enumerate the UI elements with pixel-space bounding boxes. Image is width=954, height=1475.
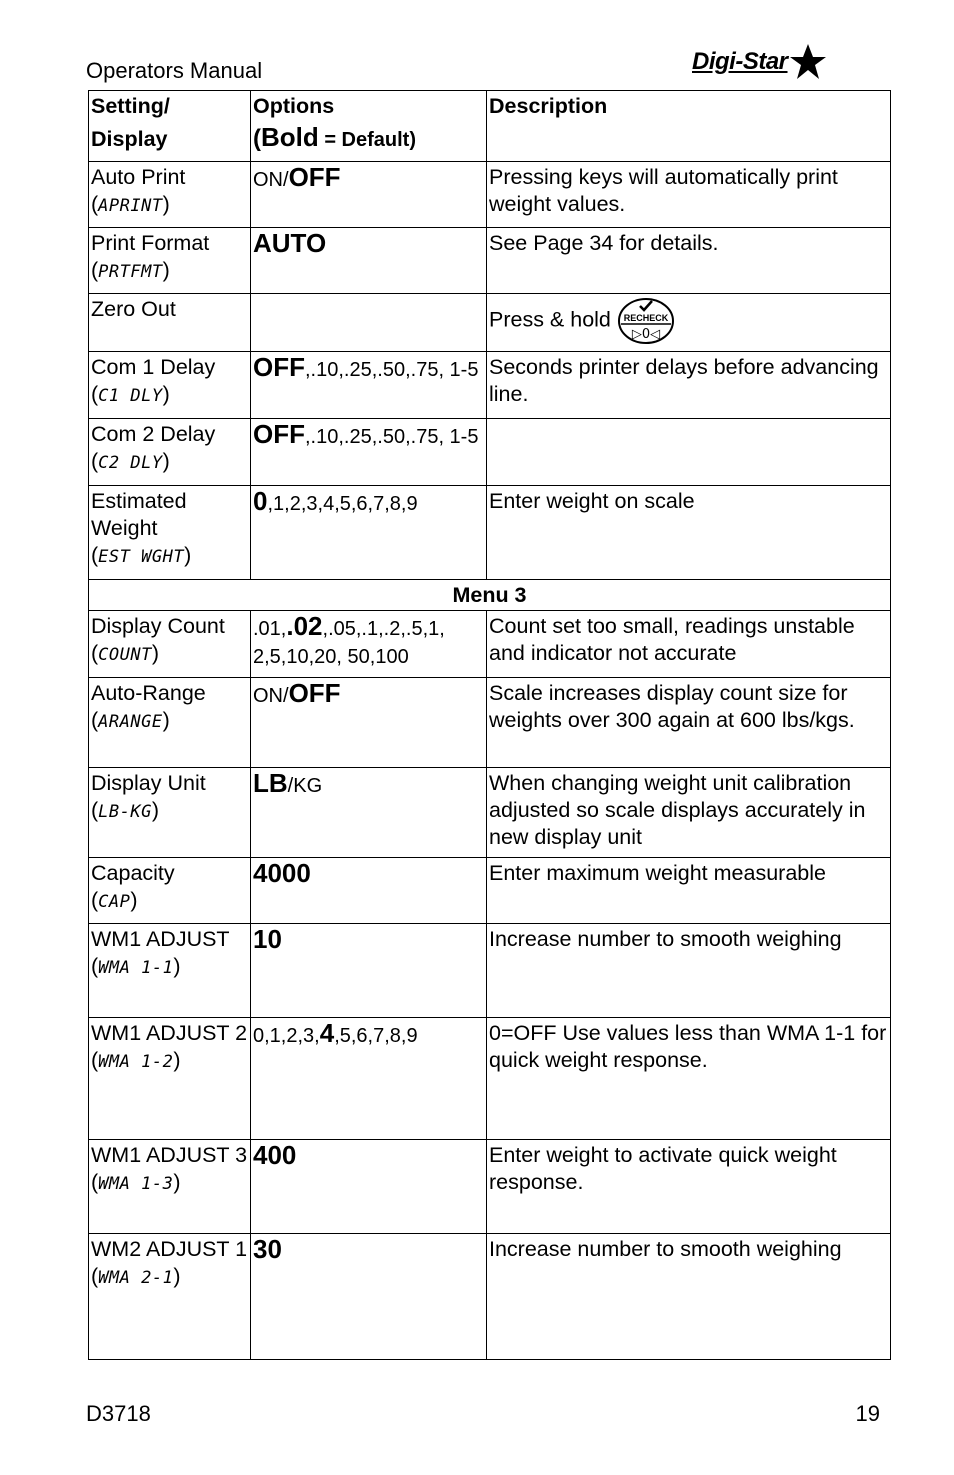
bold-word: Bold bbox=[261, 122, 319, 152]
description-cell bbox=[487, 352, 891, 419]
setting-name: WM1 ADJUST 2 bbox=[91, 1021, 248, 1045]
settings-table bbox=[88, 90, 891, 1360]
option-default: 4 bbox=[319, 1018, 335, 1048]
setting-name: WM1 ADJUST bbox=[91, 927, 230, 951]
setting-cell bbox=[89, 768, 251, 858]
menu-label: Menu 3 bbox=[89, 580, 891, 611]
options-cell bbox=[251, 924, 487, 1018]
description-cell bbox=[487, 228, 891, 294]
description-text: When changing weight unit calibration adjusted so scale displays accurately in new display unit bbox=[489, 771, 866, 849]
recheck-key-icon bbox=[617, 297, 675, 345]
option-default: OFF bbox=[253, 352, 305, 382]
table-row bbox=[89, 768, 891, 858]
table-row bbox=[89, 924, 891, 1018]
description-text: Pressing keys will automatically print weight values. bbox=[489, 165, 838, 216]
options-cell bbox=[251, 352, 487, 419]
setting-cell bbox=[89, 486, 251, 580]
description-text: Enter weight on scale bbox=[489, 489, 695, 513]
option-suffix: ,.10,.25,.50,.75, 1-5 bbox=[305, 359, 479, 381]
description-cell bbox=[487, 768, 891, 858]
display-code: WMA 2-1 bbox=[98, 1268, 174, 1288]
setting-name: WM1 ADJUST 3 bbox=[91, 1143, 248, 1167]
display-code-line: (WMA 2-1) bbox=[91, 1264, 181, 1288]
table-row bbox=[89, 228, 891, 294]
setting-name: Com 2 Delay bbox=[91, 422, 216, 446]
display-code-line: (PRTFMT) bbox=[91, 258, 170, 282]
display-code-line: (WMA 1-2) bbox=[91, 1048, 181, 1072]
setting-cell bbox=[89, 419, 251, 486]
option-prefix: 0,1,2,3, bbox=[253, 1025, 320, 1047]
description-text: Scale increases display count size for weights over 300 again at 600 lbs/kgs. bbox=[489, 681, 855, 732]
menu-row bbox=[89, 580, 891, 611]
options-cell bbox=[251, 228, 487, 294]
option-default: OFF bbox=[288, 678, 341, 708]
digi-star-logo bbox=[692, 40, 826, 84]
description-text: 0=OFF Use values less than WMA 1-1 for quick weight response. bbox=[489, 1021, 887, 1072]
options-cell bbox=[251, 1018, 487, 1140]
option-default: .02 bbox=[286, 611, 323, 641]
description-text: Seconds printer delays before advancing line. bbox=[489, 355, 879, 406]
setting-cell bbox=[89, 1140, 251, 1234]
option-default: 30 bbox=[253, 1234, 282, 1264]
description-cell bbox=[487, 858, 891, 924]
setting-name: Display Unit bbox=[91, 771, 206, 795]
setting-name: Auto-Range bbox=[91, 681, 206, 705]
option-default: 10 bbox=[253, 924, 282, 954]
option-default: LB bbox=[253, 768, 288, 798]
display-code-line: (C2 DLY) bbox=[91, 449, 170, 473]
options-cell bbox=[251, 678, 487, 768]
display-code: CAP bbox=[98, 892, 131, 912]
manual-title: Operators Manual bbox=[86, 58, 263, 83]
option-suffix: ,1,2,3,4,5,6,7,8,9 bbox=[267, 493, 418, 515]
default-text: = Default) bbox=[318, 129, 417, 151]
setting-cell bbox=[89, 1234, 251, 1360]
options-cell bbox=[251, 1234, 487, 1360]
option-prefix: .01, bbox=[253, 618, 287, 640]
header-setting bbox=[89, 91, 251, 162]
logo-text: Digi-Star bbox=[692, 48, 788, 75]
setting-name: Estimated Weight bbox=[91, 489, 187, 540]
option-prefix: ON/ bbox=[253, 169, 289, 191]
setting-name: Com 1 Delay bbox=[91, 355, 216, 379]
setting-name: Capacity bbox=[91, 861, 175, 885]
table-row bbox=[89, 678, 891, 768]
table-row bbox=[89, 1234, 891, 1360]
star-icon bbox=[786, 43, 826, 81]
display-code: ARANGE bbox=[98, 712, 163, 732]
options-cell bbox=[251, 162, 487, 228]
table-row bbox=[89, 294, 891, 352]
display-code: WMA 1-3 bbox=[98, 1174, 174, 1194]
table-row bbox=[89, 352, 891, 419]
description-text: Count set too small, readings unstable and indicator not accurate bbox=[489, 614, 855, 665]
display-code-line: (WMA 1-3) bbox=[91, 1170, 181, 1194]
option-suffix: ,.10,.25,.50,.75, 1-5 bbox=[305, 426, 479, 448]
table-row bbox=[89, 858, 891, 924]
setting-cell bbox=[89, 678, 251, 768]
table-row bbox=[89, 486, 891, 580]
option-default: 0 bbox=[253, 486, 268, 516]
zero-key-label: ▷0◁ bbox=[631, 326, 661, 342]
description-cell bbox=[487, 162, 891, 228]
table-row bbox=[89, 419, 891, 486]
display-code: COUNT bbox=[98, 645, 152, 665]
description-cell bbox=[487, 1140, 891, 1234]
header-description: Description bbox=[487, 91, 891, 162]
display-code-line: (EST WGHT) bbox=[91, 543, 192, 567]
display-code: WMA 1-1 bbox=[98, 958, 174, 978]
description-text: Increase number to smooth weighing bbox=[489, 1237, 842, 1261]
option-suffix: /KG bbox=[287, 775, 323, 797]
recheck-key-label: RECHECK bbox=[623, 312, 669, 323]
option-default: OFF bbox=[288, 162, 341, 192]
setting-name: WM2 ADJUST 1 bbox=[91, 1237, 248, 1261]
setting-name: Print Format bbox=[91, 231, 210, 255]
setting-cell bbox=[89, 294, 251, 352]
header-setting-line2: Display bbox=[91, 127, 168, 151]
description-cell bbox=[487, 1234, 891, 1360]
display-code-line: (COUNT) bbox=[91, 641, 160, 665]
table-row bbox=[89, 162, 891, 228]
description-cell bbox=[487, 678, 891, 768]
table-row bbox=[89, 1018, 891, 1140]
options-cell bbox=[251, 768, 487, 858]
table-row bbox=[89, 1140, 891, 1234]
option-default: OFF bbox=[253, 419, 305, 449]
setting-cell bbox=[89, 352, 251, 419]
display-code-line: (APRINT) bbox=[91, 192, 170, 216]
description-cell bbox=[487, 294, 891, 352]
setting-cell bbox=[89, 228, 251, 294]
setting-name: Display Count bbox=[91, 614, 225, 638]
setting-cell bbox=[89, 1018, 251, 1140]
display-code-line: (LB-KG) bbox=[91, 798, 160, 822]
options-cell bbox=[251, 486, 487, 580]
setting-cell bbox=[89, 611, 251, 678]
description-text: Enter maximum weight measurable bbox=[489, 861, 826, 885]
header-setting-line1: Setting/ bbox=[91, 94, 170, 118]
display-code: C2 DLY bbox=[98, 453, 163, 473]
page-number: 19 bbox=[855, 1401, 880, 1426]
setting-name: Auto Print bbox=[91, 165, 186, 189]
display-code: EST WGHT bbox=[98, 547, 185, 567]
display-code-line: (WMA 1-1) bbox=[91, 954, 181, 978]
header-options-line2 bbox=[253, 124, 484, 154]
options-cell bbox=[251, 858, 487, 924]
description-cell bbox=[487, 924, 891, 1018]
doc-number: D3718 bbox=[86, 1401, 151, 1426]
table-row bbox=[89, 611, 891, 678]
display-code: APRINT bbox=[98, 196, 163, 216]
header-options-line1: Options bbox=[253, 94, 335, 118]
description-text: Increase number to smooth weighing bbox=[489, 927, 842, 951]
description-cell bbox=[487, 419, 891, 486]
options-cell bbox=[251, 294, 487, 352]
description-cell bbox=[487, 611, 891, 678]
option-default: 4000 bbox=[253, 858, 311, 888]
display-code: C1 DLY bbox=[98, 386, 163, 406]
setting-name: Zero Out bbox=[91, 297, 176, 321]
display-code: PRTFMT bbox=[98, 262, 163, 282]
description-cell bbox=[487, 1018, 891, 1140]
display-code-line: (C1 DLY) bbox=[91, 382, 170, 406]
options-cell bbox=[251, 611, 487, 678]
setting-cell bbox=[89, 162, 251, 228]
paren: ( bbox=[253, 125, 261, 152]
description-text: Enter weight to activate quick weight response. bbox=[489, 1143, 837, 1194]
description-cell bbox=[487, 486, 891, 580]
display-code-line: (CAP) bbox=[91, 888, 138, 912]
display-code: LB-KG bbox=[98, 802, 152, 822]
header-options bbox=[251, 91, 487, 162]
display-code-line: (ARANGE) bbox=[91, 708, 170, 732]
table-header-row bbox=[89, 91, 891, 162]
description-text: Press & hold bbox=[489, 307, 611, 332]
option-default: 400 bbox=[253, 1140, 297, 1170]
setting-cell bbox=[89, 924, 251, 1018]
display-code: WMA 1-2 bbox=[98, 1052, 174, 1072]
description-text: See Page 34 for details. bbox=[489, 231, 719, 255]
setting-cell bbox=[89, 858, 251, 924]
options-cell bbox=[251, 419, 487, 486]
option-default: AUTO bbox=[253, 228, 327, 258]
option-suffix: ,5,6,7,8,9 bbox=[334, 1025, 418, 1047]
option-suffix: ,.05,.1,.2,.5,1, 2,5,10,20, 50,100 bbox=[253, 618, 445, 668]
options-cell bbox=[251, 1140, 487, 1234]
option-prefix: ON/ bbox=[253, 685, 289, 707]
